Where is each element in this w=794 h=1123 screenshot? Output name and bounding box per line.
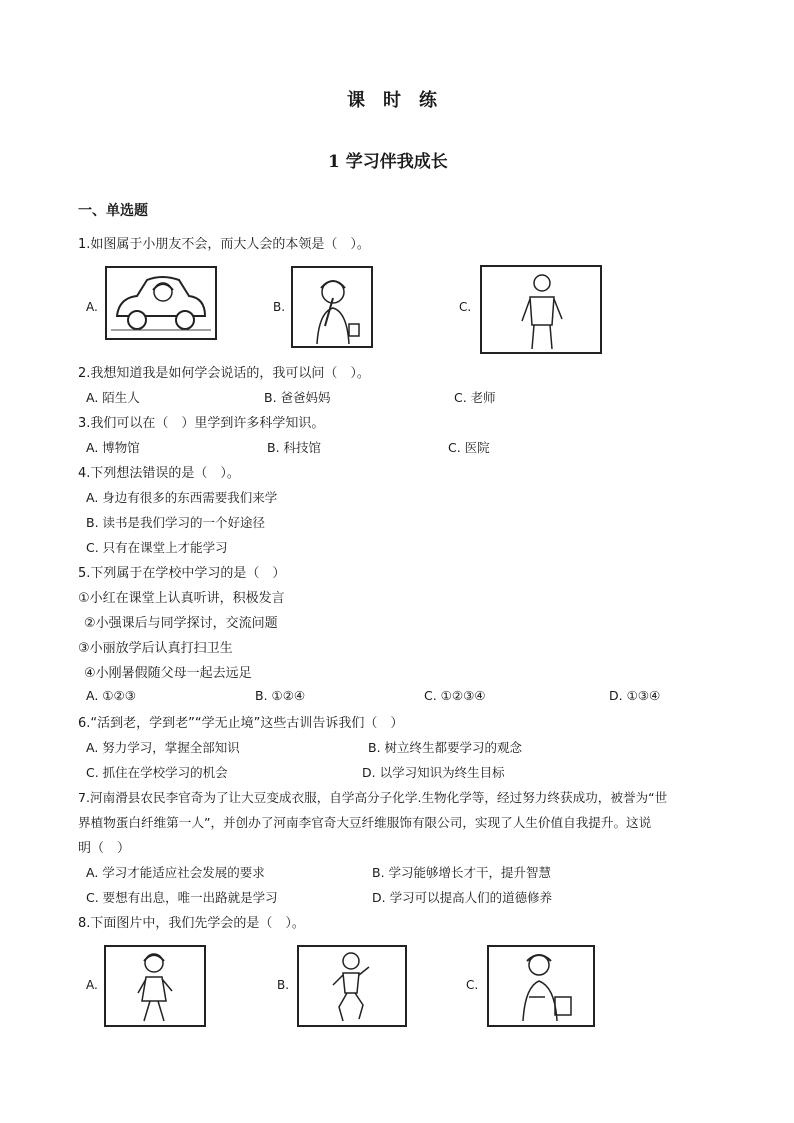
q1-option-b-image[interactable] bbox=[291, 266, 373, 348]
question-1-stem: 1.如图属于小朋友不会，而大人会的本领是（ ）。 bbox=[78, 237, 370, 252]
boy-tying-bag-illustration bbox=[489, 947, 593, 1025]
q2-option-b[interactable]: B. 爸爸妈妈 bbox=[264, 390, 331, 405]
q7-option-d[interactable]: D. 学习可以提高人们的道德修养 bbox=[372, 890, 553, 905]
q1-option-c-label[interactable]: C. bbox=[459, 300, 472, 314]
man-standing-illustration bbox=[482, 267, 600, 352]
q1-option-b-label[interactable]: B. bbox=[273, 300, 286, 314]
page-title: 课 时 练 bbox=[347, 90, 437, 111]
q5-statement-2: ②小强课后与同学探讨，交流问题 bbox=[84, 616, 278, 631]
q4-option-c[interactable]: C. 只有在课堂上才能学习 bbox=[86, 540, 228, 555]
q6-option-a[interactable]: A. 努力学习，掌握全部知识 bbox=[86, 740, 240, 755]
q1-option-a-image[interactable] bbox=[105, 266, 217, 340]
q7-option-a[interactable]: A. 学习才能适应社会发展的要求 bbox=[86, 865, 265, 880]
q2-option-a[interactable]: A. 陌生人 bbox=[86, 390, 140, 405]
q8-option-c-label[interactable]: C. bbox=[466, 978, 479, 992]
child-running-illustration bbox=[299, 947, 405, 1025]
car-driver-illustration bbox=[107, 268, 215, 338]
question-5-stem: 5.下列属于在学校中学习的是（ ） bbox=[78, 566, 286, 581]
q8-option-a-label[interactable]: A. bbox=[86, 978, 98, 992]
q2-option-c[interactable]: C. 老师 bbox=[454, 390, 496, 405]
q5-statement-1: ①小红在课堂上认真听讲，积极发言 bbox=[78, 591, 285, 606]
q6-option-b[interactable]: B. 树立终生都要学习的观念 bbox=[368, 740, 523, 755]
question-4-stem: 4.下列想法错误的是（ ）。 bbox=[78, 466, 240, 481]
q3-option-c[interactable]: C. 医院 bbox=[448, 440, 490, 455]
q8-option-a-image[interactable] bbox=[104, 945, 206, 1027]
section-heading: 一、单选题 bbox=[78, 203, 148, 219]
question-7-stem-line-2: 界植物蛋白纤维第一人”，并创办了河南李官奇大豆纤维服饰有限公司，实现了人生价值自我提升。这说 bbox=[78, 815, 652, 830]
q5-option-d[interactable]: D. ①③④ bbox=[609, 688, 661, 703]
q6-option-d[interactable]: D. 以学习知识为终生目标 bbox=[362, 765, 505, 780]
question-6-stem: 6.“活到老，学到老”“学无止境”这些古训告诉我们（ ） bbox=[78, 716, 404, 731]
q1-option-c-image[interactable] bbox=[480, 265, 602, 354]
q7-option-c[interactable]: C. 要想有出息，唯一出路就是学习 bbox=[86, 890, 278, 905]
girl-brushing-teeth-illustration bbox=[293, 268, 371, 346]
q7-option-b[interactable]: B. 学习能够增长才干，提升智慧 bbox=[372, 865, 552, 880]
q5-statement-4: ④小刚暑假随父母一起去远足 bbox=[84, 666, 252, 681]
girl-walking-illustration bbox=[106, 947, 204, 1025]
q8-option-c-image[interactable] bbox=[487, 945, 595, 1027]
question-8-stem: 8.下面图片中，我们先学会的是（ ）。 bbox=[78, 916, 305, 931]
q5-option-b[interactable]: B. ①②④ bbox=[255, 688, 306, 703]
question-2-stem: 2.我想知道我是如何学会说话的，我可以问（ ）。 bbox=[78, 366, 370, 381]
q5-option-c[interactable]: C. ①②③④ bbox=[424, 688, 486, 703]
q4-option-a[interactable]: A. 身边有很多的东西需要我们来学 bbox=[86, 490, 278, 505]
question-3-stem: 3.我们可以在（ ）里学到许多科学知识。 bbox=[78, 416, 325, 431]
q5-option-a[interactable]: A. ①②③ bbox=[86, 688, 136, 703]
q3-option-b[interactable]: B. 科技馆 bbox=[267, 440, 322, 455]
q6-option-c[interactable]: C. 抓住在学校学习的机会 bbox=[86, 765, 228, 780]
q3-option-a[interactable]: A. 博物馆 bbox=[86, 440, 140, 455]
q4-option-b[interactable]: B. 读书是我们学习的一个好途径 bbox=[86, 515, 266, 530]
lesson-title: 1 学习伴我成长 bbox=[328, 152, 448, 172]
question-7-stem-line-3: 明（ ） bbox=[78, 841, 131, 856]
question-7-stem-line-1: 7.河南滑县农民李官奇为了让大豆变成衣服，自学高分子化学.生物化学等，经过努力终获成功，被誉为“世 bbox=[78, 790, 668, 805]
q5-statement-3: ③小丽放学后认真打扫卫生 bbox=[78, 641, 233, 656]
q8-option-b-image[interactable] bbox=[297, 945, 407, 1027]
q8-option-b-label[interactable]: B. bbox=[277, 978, 290, 992]
q1-option-a-label[interactable]: A. bbox=[86, 300, 98, 314]
